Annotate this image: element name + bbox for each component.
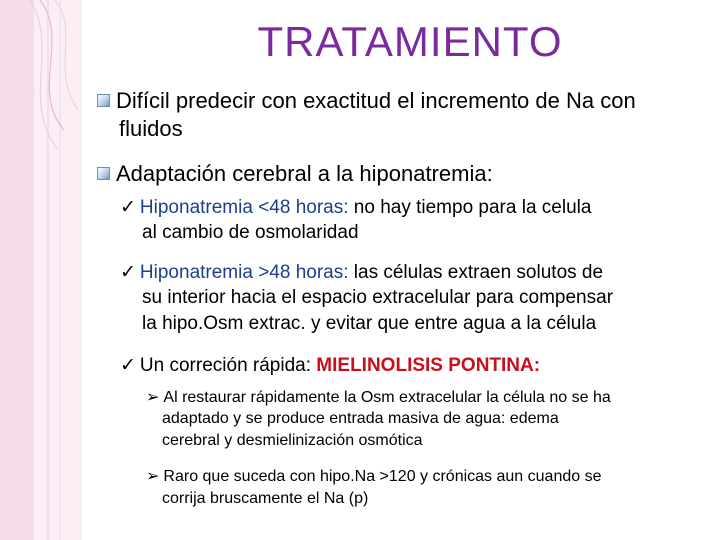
- bullet-difficult-predict: [97, 87, 636, 114]
- bullet-continuation: fluidos: [119, 116, 183, 141]
- subitem-text: no hay tiempo para la celula: [348, 197, 592, 218]
- arrow-bullet-icon: ➢: [146, 389, 160, 406]
- subitem-text: Un correción rápida:: [139, 355, 317, 376]
- arrow-bullet-icon: ➢: [146, 468, 160, 485]
- checkmark-icon: ✓: [120, 197, 136, 218]
- detail-continuation: adaptado y se produce entrada masiva de agua: edema: [162, 410, 559, 427]
- detail-rare-occurrence: [146, 466, 601, 487]
- bullet-text: Difícil predecir con exactitud el incremento de Na con: [116, 88, 636, 113]
- subitem-continuation: su interior hacia el espacio extracelular para compensar: [142, 287, 614, 308]
- decorative-side-panel: [0, 0, 82, 540]
- slide-title: TRATAMIENTO: [257, 18, 563, 65]
- subitem-label: MIELINOLISIS PONTINA:: [316, 355, 541, 376]
- detail-text: Al restaurar rápidamente la Osm extracelular la célula no se ha: [163, 389, 611, 406]
- checkmark-icon: ✓: [120, 262, 136, 283]
- detail-continuation: cerebral y desmielinización osmótica: [162, 432, 423, 449]
- subitem-label: Hiponatremia >48 horas:: [139, 262, 349, 283]
- bullet-text: Adaptación cerebral a la hiponatremia:: [116, 161, 493, 186]
- subitem-rapid-correction: [120, 354, 540, 378]
- bullet-adaptation: [97, 160, 493, 187]
- subitem-hypo-lt48: [120, 196, 591, 220]
- subitem-hypo-gt48: [120, 261, 603, 285]
- detail-text: Raro que suceda con hipo.Na >120 y crónicas aun cuando se: [163, 468, 602, 485]
- detail-continuation: corrija bruscamente el Na (p): [162, 490, 369, 507]
- subitem-text: las células extraen solutos de: [348, 262, 604, 283]
- square-bullet-icon: [97, 94, 110, 107]
- subitem-continuation: al cambio de osmolaridad: [142, 222, 359, 243]
- subitem-label: Hiponatremia <48 horas:: [139, 197, 349, 218]
- checkmark-icon: ✓: [120, 355, 136, 376]
- detail-restore-osm: [146, 387, 611, 408]
- square-bullet-icon: [97, 167, 110, 180]
- subitem-continuation: la hipo.Osm extrac. y evitar que entre agua a la célula: [142, 313, 597, 334]
